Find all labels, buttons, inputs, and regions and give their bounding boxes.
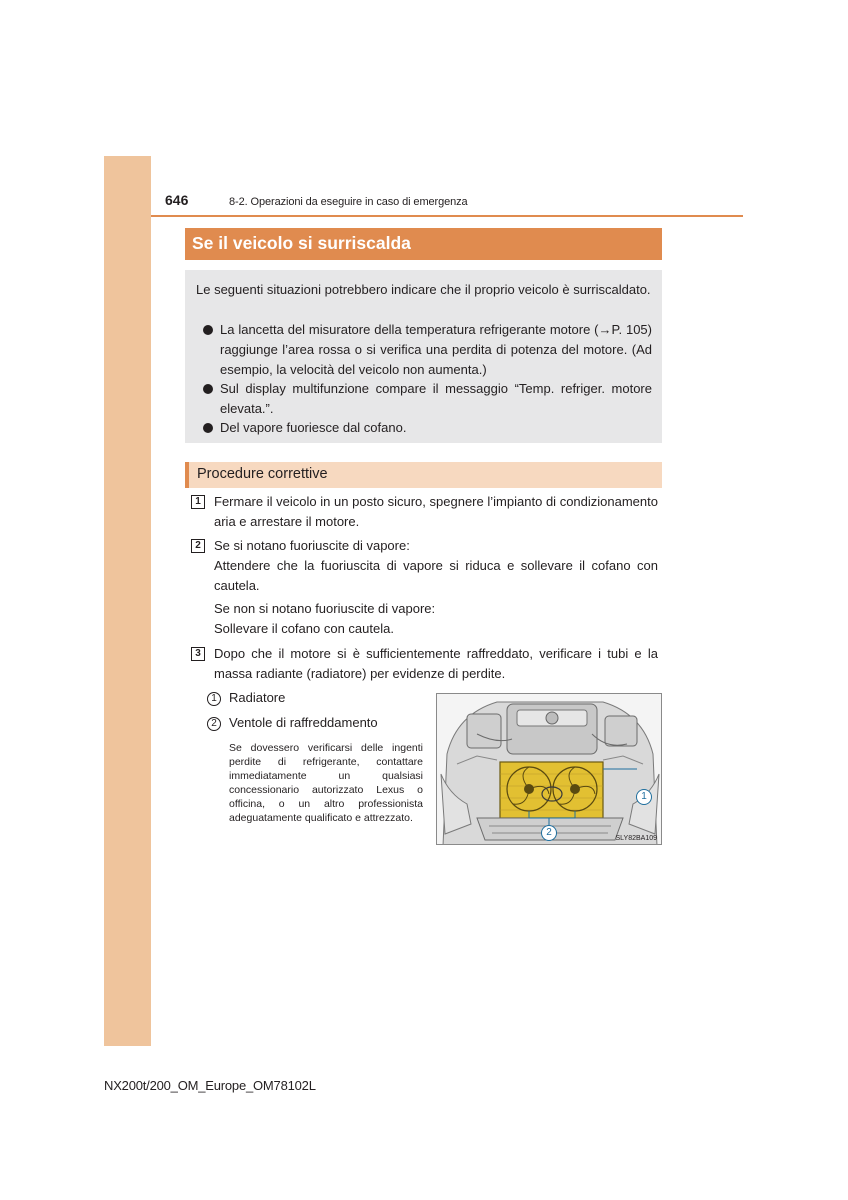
intro-lead: Le seguenti situazioni potrebbero indicare che il proprio veicolo è surriscaldato. — [196, 282, 651, 297]
legend-label: Radiatore — [229, 690, 286, 705]
bullet-text: Del vapore fuoriesce dal cofano. — [220, 420, 407, 435]
header-rule — [151, 215, 743, 217]
intro-bullet — [203, 418, 652, 438]
document-code: NX200t/200_OM_Europe_OM78102L — [104, 1078, 316, 1093]
callout-number: 2 — [207, 717, 221, 731]
section-reference: 8-2. Operazioni da eseguire in caso di emergenza — [229, 196, 468, 208]
engine-bay-illustration — [437, 694, 662, 845]
callout-number: 1 — [207, 692, 221, 706]
step-text: Sollevare il cofano con cautela. — [214, 621, 394, 636]
figure-callout: 2 — [541, 825, 557, 841]
bullet-text: Sul display multifunzione compare il messaggio “Temp. refriger. motore elevata.”. — [220, 381, 652, 416]
step-text: Fermare il veicolo in un posto sicuro, spegnere l’impianto di condizionamento aria e arrestare il motore. — [214, 494, 658, 529]
bullet-text: La lancetta del misuratore della temperatura refrigerante motore (→P. 105) raggiunge l’area rossa o si verifica una perdita di potenza del motore. (Ad esempio, la velocità del veicolo non aumenta.) — [220, 322, 652, 377]
step-text: Se non si notano fuoriuscite di vapore: — [214, 601, 436, 616]
step-number-box: 2 — [191, 539, 205, 553]
bullet-dot-icon — [203, 384, 213, 394]
legend-label: Ventole di raffreddamento — [229, 715, 378, 730]
intro-bullet — [203, 379, 652, 419]
engine-bay-figure — [436, 693, 662, 845]
page-title: Se il veicolo si surriscalda — [192, 233, 411, 253]
title-bar — [185, 228, 662, 260]
intro-box — [185, 270, 662, 443]
procedure-heading-bar — [185, 462, 662, 488]
step-number-box: 1 — [191, 495, 205, 509]
step-text: Se si notano fuoriuscite di vapore: — [214, 538, 410, 553]
figure-code: SLY82BA109 — [615, 835, 657, 842]
warning-note: Se dovessero verificarsi delle ingenti perdite di refrigerante, contattare immediatamente un qualsiasi concessionario autorizzato Lexus o officina, o un altro professionista adeguatamente qualificato e attrezzato. — [229, 742, 423, 824]
step-number-box: 3 — [191, 647, 205, 661]
chapter-side-tab — [104, 156, 151, 1046]
legend-item-radiator — [207, 689, 285, 707]
step-text: Attendere che la fuoriuscita di vapore si riduca e sollevare il cofano con cautela. — [214, 558, 658, 593]
page-number: 646 — [165, 192, 189, 208]
legend-item-fans — [207, 714, 378, 732]
step-text: Dopo che il motore si è sufficientemente raffreddato, verificare i tubi e la massa radiante (radiatore) per evidenze di perdite. — [214, 646, 658, 681]
figure-callout: 1 — [636, 789, 652, 805]
procedure-heading: Procedure correttive — [197, 466, 328, 482]
bullet-dot-icon — [203, 423, 213, 433]
intro-bullet — [203, 320, 652, 380]
bullet-dot-icon — [203, 325, 213, 335]
